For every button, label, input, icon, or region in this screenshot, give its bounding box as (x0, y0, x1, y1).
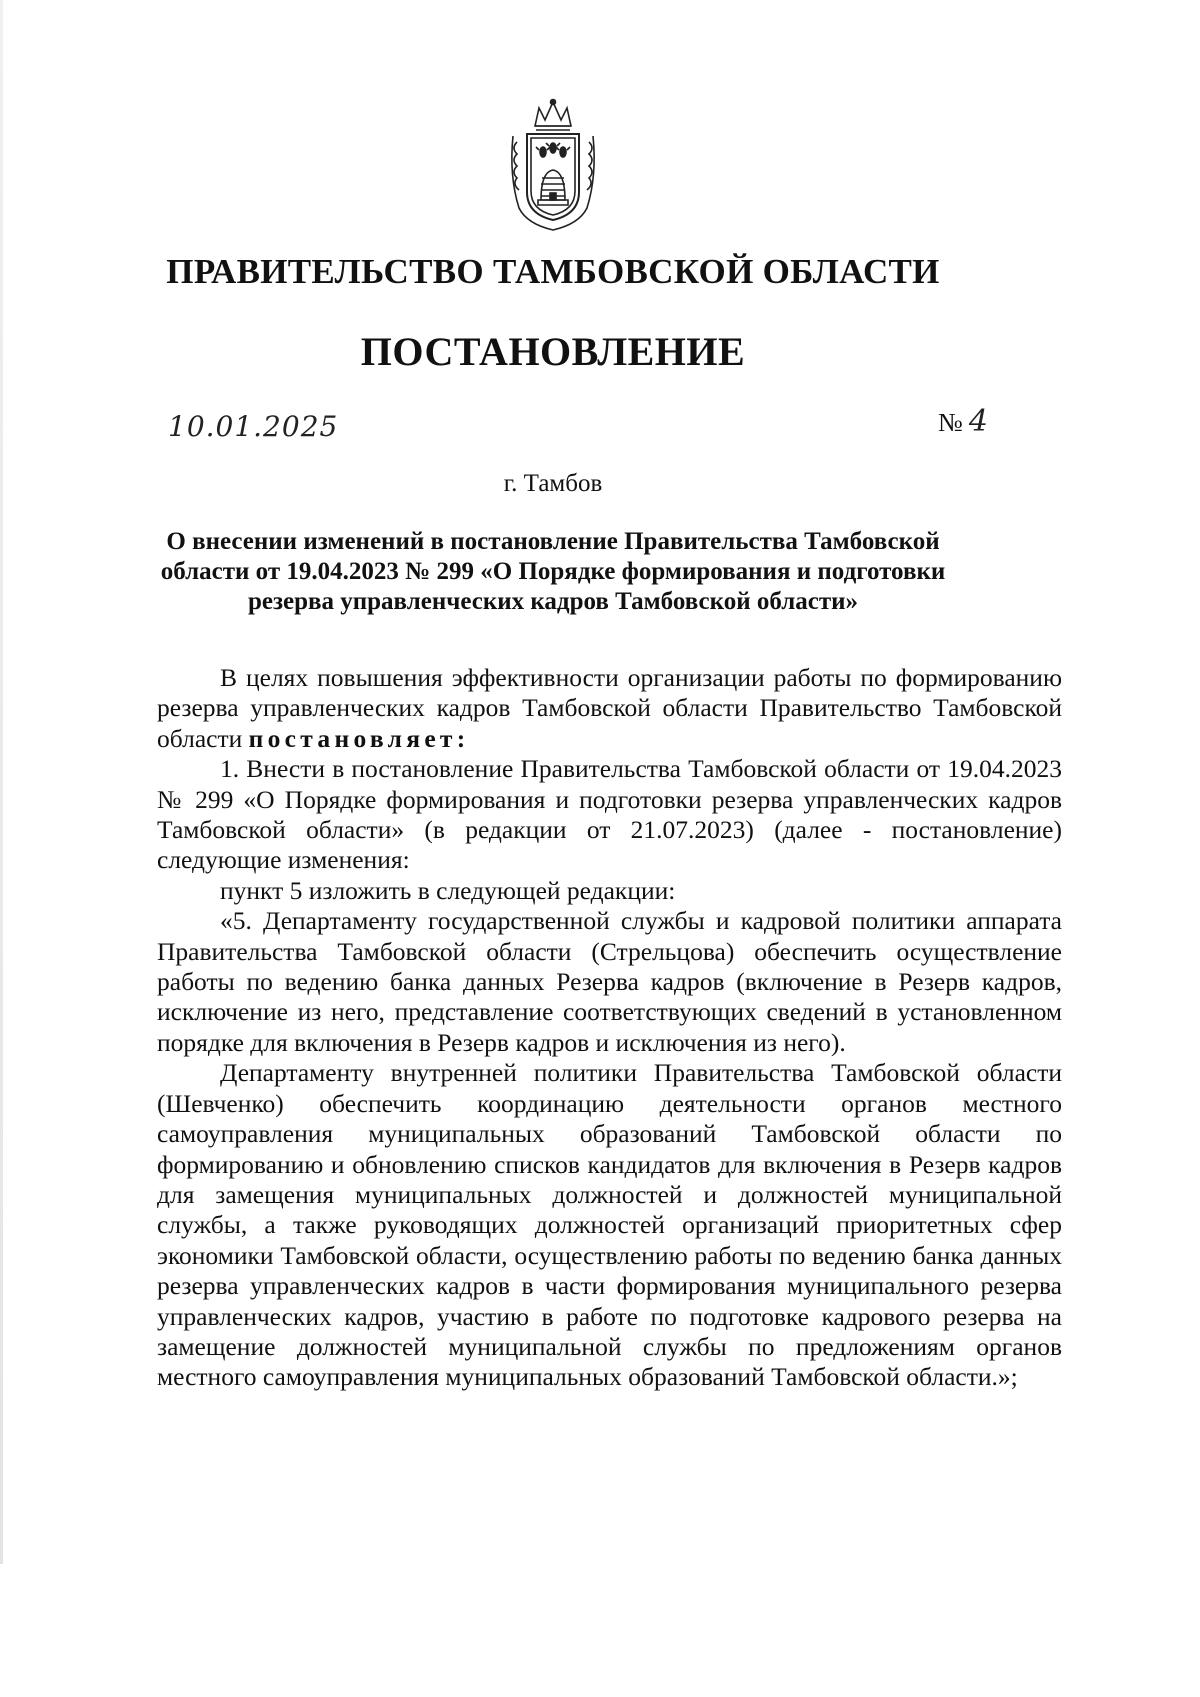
subject-line: О внесении изменений в постановление Правительства Тамбовской (166, 528, 940, 555)
number-label: № (938, 408, 963, 437)
number-value: 4 (968, 404, 988, 439)
document-date: 10.01.2025 (168, 410, 339, 443)
document-type-title: ПОСТАНОВЛЕНИЕ (360, 329, 746, 374)
scan-edge (0, 0, 3, 1564)
document-body (157, 663, 1062, 1393)
subject-line: области от 19.04.2023 № 299 «О Порядке формирования и подготовки (160, 558, 946, 585)
preamble-text: В целях повышения эффективности организации работы по формированию резерва управленческих кадров Тамбовской области Правительство Тамбовской области (157, 663, 1062, 753)
city: г. Тамбов (503, 470, 603, 497)
paragraph-item-5-text: «5. Департаменту государственной службы и кадровой политики аппарата Правительства Тамбовской области (Стрельцова) обеспечить осуществление работы по ведению банка данных Резерва кадров (включение в Резерв кадров, исключение из него, представление соответствующих сведений в установленном порядке для включения в Резерв кадров и исключения из него). (157, 906, 1062, 1057)
document-number (938, 404, 988, 439)
paragraph-internal-policy: Департаменту внутренней политики Правительства Тамбовской области (Шевченко) обеспечить координацию деятельности органов местного самоуправления муниципальных образований Тамбовской области по формированию и обновлению списков кандидатов для включения в Резерв кадров для замещения муниципальных должностей и должностей муниципальной службы, а также руководящих должностей организаций приоритетных сфер экономики Тамбовской области, осуществлению работы по ведению банка данных резерва управленческих кадров в части формирования муниципального резерва управленческих кадров, участию в работе по подготовке кадрового резерва на замещение должностей муниципальной службы по предложениям органов местного самоуправления муниципальных образований Тамбовской области.»; (157, 1058, 1062, 1392)
paragraph-item-5-intro: пункт 5 изложить в следующей редакции: (220, 875, 676, 905)
subject-line: резерва управленческих кадров Тамбовской области» (247, 588, 859, 615)
paragraph-item-1: 1. Внести в постановление Правительства Тамбовской области от 19.04.2023 № 299 «О Порядке формирования и подготовки резерва управленческих кадров Тамбовской области» (в редакции от 21.07.2023) (далее - постановление) следующие изменения: (157, 754, 1062, 875)
document-subject (150, 527, 956, 617)
resolves-keyword: постановляет: (248, 723, 470, 753)
government-title: ПРАВИТЕЛЬСТВО ТАМБОВСКОЙ ОБЛАСТИ (166, 252, 940, 291)
coat-of-arms-icon (505, 96, 601, 234)
paragraph-preamble (157, 663, 1062, 754)
